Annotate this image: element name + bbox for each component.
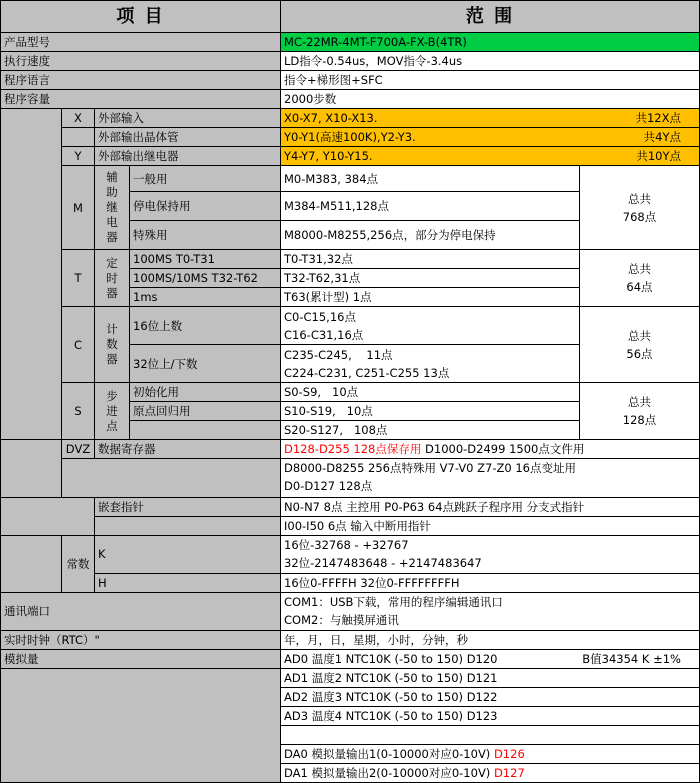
io-x-value: X0-X7, X10-X13. 共12X点	[281, 109, 700, 128]
prog-capacity-value: 2000步数	[281, 90, 700, 109]
m-special-label: 特殊用	[130, 221, 281, 250]
pointer-label: 嵌套指针	[95, 498, 281, 517]
step-r1-range: S0-S9, 10点	[281, 383, 580, 402]
dvz-label: 数据寄存器	[95, 440, 281, 459]
timer-r3-label: 1ms	[130, 288, 281, 307]
io-y-trans-value: Y0-Y1(高速100K),Y2-Y3. 共4Y点	[281, 128, 700, 147]
dvz-code: DVZ	[62, 440, 95, 459]
analog-da0: DA0 模拟量输出1(0-10000对应0-10V) D126	[281, 745, 700, 764]
prog-lang-label: 程序语言	[0, 71, 281, 90]
counter-r2-range: C235-C245, 11点 C224-C231, C251-C255 13点	[281, 345, 580, 383]
counter-r1-range: C0-C15,16点 C16-C31,16点	[281, 307, 580, 345]
m-latch-range: M384-M511,128点	[281, 192, 580, 221]
m-relay-code: M	[62, 166, 95, 250]
io-x-label: 外部输入	[95, 109, 281, 128]
counter-code: C	[62, 307, 95, 383]
counter-group: 计数器	[95, 307, 130, 383]
comm-label: 通讯端口	[0, 593, 281, 631]
step-r1-label: 初始化用	[130, 383, 281, 402]
header-item: 项 目	[0, 0, 281, 33]
step-r2-label: 原点回归用	[130, 402, 281, 421]
m-total: 总共 768点	[580, 166, 700, 250]
timer-code: T	[62, 250, 95, 307]
timer-r1-range: T0-T31,32点	[281, 250, 580, 269]
analog-ad3: AD3 温度4 NTC10K (-50 to 150) D123	[281, 707, 700, 726]
timer-r1-label: 100MS T0-T31	[130, 250, 281, 269]
m-relay-group: 辅助继电器	[95, 166, 130, 250]
io-y-relay-label: 外部输出继电器	[95, 147, 281, 166]
constant-side-cell	[0, 536, 62, 593]
analog-label: 模拟量	[0, 650, 281, 669]
counter-total: 总共 56点	[580, 307, 700, 383]
dvz-r2: D8000-D8255 256点特殊用 V7-V0 Z7-Z0 16点变址用 D0-D127 128点	[281, 459, 700, 498]
m-latch-label: 停电保持用	[130, 192, 281, 221]
constant-h-range: 16位0-FFFFH 32位0-FFFFFFFFH	[281, 574, 700, 593]
dvz-blank	[62, 459, 281, 498]
m-general-range: M0-M383, 384点	[281, 166, 580, 192]
dvz-r1: D128-D255 128点保存用 D1000-D2499 1500点文件用	[281, 440, 700, 459]
rtc-label: 实时时钟（RTC）"	[0, 631, 281, 650]
timer-r3-range: T63(累计型) 1点	[281, 288, 580, 307]
io-y-trans-code	[62, 128, 95, 147]
analog-side-cell	[0, 669, 281, 783]
step-r3-range: S20-S127, 108点	[281, 421, 580, 440]
io-y-code: Y	[62, 147, 95, 166]
step-r2-range: S10-S19, 10点	[281, 402, 580, 421]
product-model-label: 产品型号	[0, 33, 281, 52]
counter-r1-label: 16位上数	[130, 307, 281, 345]
analog-ad0: AD0 温度1 NTC10K (-50 to 150) D120 B值34354 K ±1%	[281, 650, 700, 669]
constant-h-code: H	[95, 574, 281, 593]
analog-ad2: AD2 温度3 NTC10K (-50 to 150) D122	[281, 688, 700, 707]
step-group: 步进点	[95, 383, 130, 440]
step-r3-label	[130, 421, 281, 440]
pointer-blank	[95, 517, 281, 536]
analog-ad1: AD1 温度2 NTC10K (-50 to 150) D121	[281, 669, 700, 688]
timer-r2-range: T32-T62,31点	[281, 269, 580, 288]
prog-lang-value: 指令+梯形图+SFC	[281, 71, 700, 90]
io-side-cell	[0, 109, 62, 440]
comm-value: COM1：USB下载，常用的程序编辑通讯口 COM2：与触摸屏通讯	[281, 593, 700, 631]
m-general-label: 一般用	[130, 166, 281, 192]
rtc-value: 年，月，日，星期，小时，分钟，秒	[281, 631, 700, 650]
header-range: 范 围	[281, 0, 700, 33]
exec-speed-value: LD指令-0.54us，MOV指令-3.4us	[281, 52, 700, 71]
constant-k-range: 16位-32768 - +32767 32位-2147483648 - +2147483647	[281, 536, 700, 574]
timer-total: 总共 64点	[580, 250, 700, 307]
io-y-relay-value: Y4-Y7, Y10-Y15. 共10Y点	[281, 147, 700, 166]
step-code: S	[62, 383, 95, 440]
constant-label: 常数	[62, 536, 95, 593]
exec-speed-label: 执行速度	[0, 52, 281, 71]
step-total: 总共 128点	[580, 383, 700, 440]
io-x-code: X	[62, 109, 95, 128]
timer-r2-label: 100MS/10MS T32-T62	[130, 269, 281, 288]
timer-group: 定时器	[95, 250, 130, 307]
constant-k-code: K	[95, 536, 281, 574]
pointer-r1: N0-N7 8点 主控用 P0-P63 64点跳跃子程序用 分支式指针	[281, 498, 700, 517]
io-y-trans-label: 外部输出晶体管	[95, 128, 281, 147]
pointer-side-cell	[0, 498, 95, 536]
m-special-range: M8000-M8255,256点，部分为停电保持	[281, 221, 580, 250]
product-model-value: MC-22MR-4MT-F700A-FX-B(4TR)	[281, 33, 700, 52]
analog-blank	[281, 726, 700, 745]
prog-capacity-label: 程序容量	[0, 90, 281, 109]
analog-da1: DA1 模拟量输出2(0-10000对应0-10V) D127	[281, 764, 700, 783]
pointer-r2: I00-I50 6点 输入中断用指针	[281, 517, 700, 536]
counter-r2-label: 32位上/下数	[130, 345, 281, 383]
dvz-side-cell	[0, 440, 62, 498]
